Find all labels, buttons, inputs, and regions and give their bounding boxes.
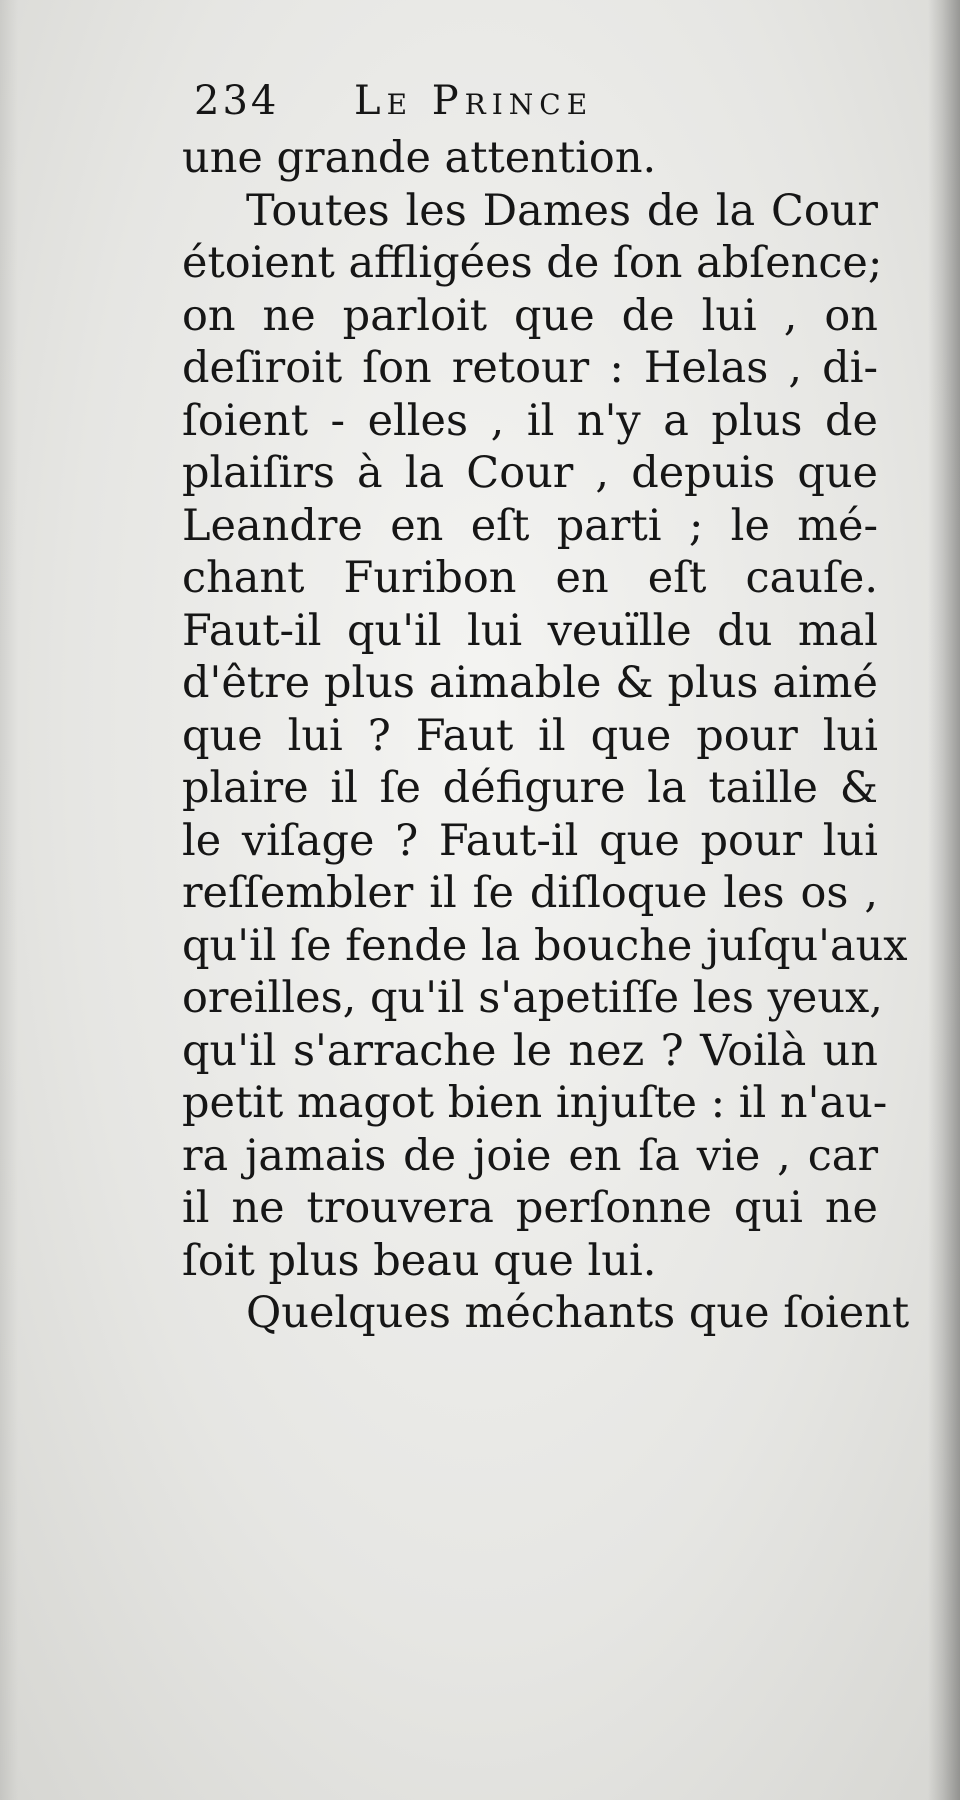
text-line: chant Furibon en eſt cauſe.: [182, 553, 878, 603]
text-line: d'être plus aimable & plus aimé: [182, 658, 878, 708]
text-line: il ne trouvera perſonne qui ne: [182, 1183, 878, 1233]
text-line: oreilles, qu'il s'apetiſſe les yeux,: [182, 973, 883, 1023]
text-line: Leandre en eſt parti ; le mé-: [182, 500, 878, 551]
body-text: [182, 132, 910, 1340]
text-line: deſiroit ſon retour : Helas , di-: [182, 343, 878, 393]
text-line: le viſage ? Faut-il que pour lui: [182, 815, 878, 866]
text-line: on ne parloit que de lui , on: [182, 290, 878, 341]
running-title: Le Prince: [354, 78, 594, 124]
text-line: ſoit plus beau que lui.: [182, 1235, 657, 1286]
page-spine-shadow: [928, 0, 960, 1800]
text-line: plaire il ſe défigure la taille &: [182, 763, 878, 813]
text-line: petit magot bien injuſte : il n'au-: [182, 1078, 888, 1128]
text-line: une grande attention.: [182, 133, 657, 183]
text-line: plaiſirs à la Cour , depuis que: [182, 448, 878, 498]
text-line: étoient affligées de ſon abſence;: [182, 238, 883, 288]
text-line: Quelques méchants que ſoient: [246, 1288, 910, 1338]
text-line: reſſembler il ſe diſloque les os ,: [182, 868, 878, 918]
text-line: qu'il ſe fende la bouche juſqu'aux: [182, 920, 908, 971]
text-line: qu'il s'arrache le nez ? Voilà un: [182, 1025, 878, 1076]
text-line: ſoient - elles , il n'y a plus de: [182, 395, 878, 446]
text-line: Toutes les Dames de la Cour: [246, 185, 878, 236]
page-header: [194, 78, 714, 134]
text-line: ra jamais de joie en ſa vie , car: [182, 1130, 878, 1181]
text-line: que lui ? Faut il que pour lui: [182, 710, 878, 761]
page-number: 234: [194, 78, 280, 124]
page-left-edge: [0, 0, 18, 1800]
text-line: Faut-il qu'il lui veuïlle du mal: [182, 605, 878, 656]
